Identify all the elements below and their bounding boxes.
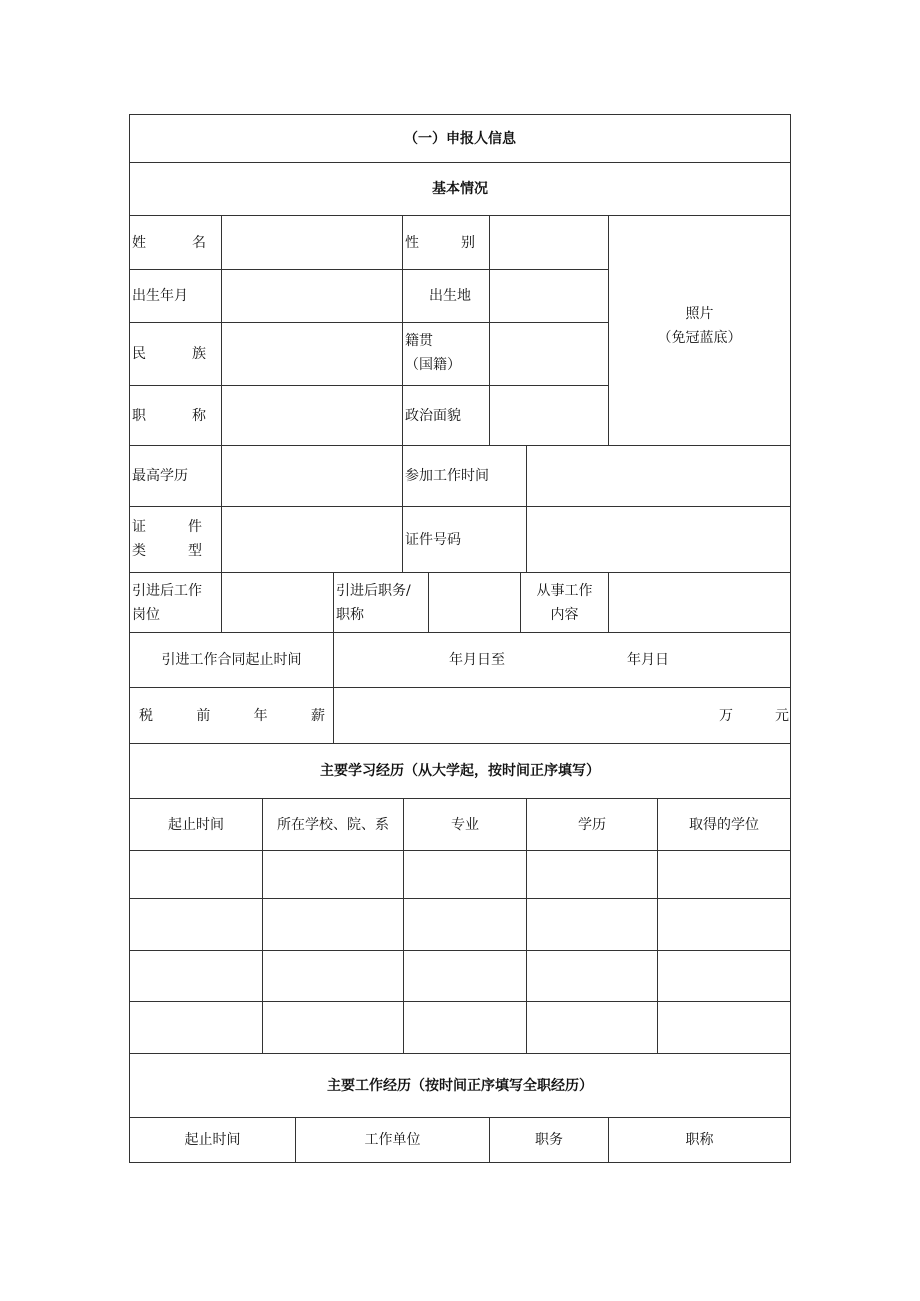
education-input[interactable] — [222, 446, 402, 506]
post-label-line: 引进后工作 — [132, 583, 202, 599]
political-input[interactable] — [490, 386, 608, 445]
photo-label: 照片 — [685, 306, 714, 322]
study-col-major: 专业 — [451, 816, 479, 833]
work-start-label: 参加工作时间 — [405, 468, 489, 484]
work-content-label-line: 从事工作 — [536, 583, 593, 599]
post-label-line: 岗位 — [132, 607, 160, 623]
native-place-label-line: 籍贯 — [405, 333, 433, 349]
native-place-label-line: （国籍） — [405, 357, 461, 373]
birthplace-input[interactable] — [490, 270, 608, 322]
study-col-period: 起止时间 — [168, 816, 224, 833]
native-place-label — [403, 328, 491, 378]
work-content-label-line: 内容 — [550, 607, 579, 623]
photo-box[interactable] — [609, 296, 790, 356]
name-input[interactable] — [222, 216, 402, 269]
title-label — [130, 386, 210, 445]
salary-label — [139, 688, 325, 743]
work-heading: 主要工作经历（按时间正序填写全职经历） — [327, 1077, 593, 1094]
basic-info-heading: 基本情况 — [432, 181, 488, 197]
id-type-label — [132, 514, 204, 564]
rule — [790, 114, 791, 1163]
gender-label-part: 性 — [405, 234, 419, 251]
position-label-line: 职称 — [336, 607, 364, 623]
contract-to: 年月日 — [627, 652, 669, 668]
contract-from: 年月日至 — [449, 652, 505, 668]
salary-label-part: 税 — [139, 707, 153, 724]
salary-unit-part: 万 — [719, 707, 733, 724]
birth-date-input[interactable] — [222, 270, 402, 322]
title-label-part: 称 — [192, 407, 206, 424]
salary-unit-part: 元 — [775, 707, 789, 724]
salary-input[interactable] — [334, 688, 790, 743]
work-col-period: 起止时间 — [184, 1132, 241, 1148]
work-content-input[interactable] — [609, 573, 790, 632]
salary-label-part: 年 — [253, 707, 268, 724]
id-type-input[interactable] — [222, 507, 402, 572]
native-place-input[interactable] — [490, 323, 608, 385]
study-col-school: 所在学校、院、系 — [277, 816, 389, 833]
salary-label-part: 薪 — [310, 707, 325, 724]
contract-input[interactable] — [334, 633, 790, 687]
rule — [129, 1162, 791, 1163]
ethnicity-label-part: 族 — [192, 346, 206, 362]
gender-label — [403, 216, 481, 269]
study-heading: 主要学习经历（从大学起，按时间正序填写） — [320, 763, 600, 779]
id-number-input[interactable] — [527, 507, 790, 572]
post-input[interactable] — [222, 573, 333, 632]
political-label: 政治面貌 — [405, 407, 461, 424]
ethnicity-label — [130, 323, 210, 385]
name-label — [130, 216, 210, 269]
work-col-position: 职务 — [535, 1132, 563, 1148]
study-col-education: 学历 — [578, 816, 606, 833]
photo-note: （免冠蓝底） — [657, 330, 742, 346]
ethnicity-label-part: 民 — [132, 346, 146, 362]
section-title: （一）申报人信息 — [404, 130, 516, 147]
table-row[interactable] — [130, 1002, 790, 1053]
position-label-line: 引进后职务/ — [336, 583, 411, 599]
work-start-input[interactable] — [527, 446, 790, 506]
name-label-part: 姓 — [132, 234, 146, 251]
title-input[interactable] — [222, 386, 402, 445]
birth-date-label: 出生年月 — [132, 288, 188, 304]
id-number-label: 证件号码 — [405, 531, 461, 548]
gender-input[interactable] — [490, 216, 608, 269]
gender-label-part: 别 — [461, 234, 475, 251]
name-label-part: 名 — [192, 234, 206, 251]
table-row[interactable] — [130, 851, 790, 898]
work-col-title: 职称 — [685, 1132, 714, 1148]
id-type-label-part: 件 — [188, 519, 202, 535]
id-type-label-part: 证 — [132, 519, 146, 535]
position-label — [334, 578, 430, 628]
id-type-label-part: 类 — [132, 543, 146, 559]
post-label — [130, 578, 222, 628]
position-input[interactable] — [429, 573, 520, 632]
title-label-part: 职 — [132, 407, 146, 424]
birthplace-label: 出生地 — [429, 288, 471, 304]
table-row[interactable] — [130, 951, 790, 1001]
table-row[interactable] — [130, 899, 790, 950]
salary-label-part: 前 — [196, 707, 211, 724]
work-content-label — [521, 578, 608, 628]
contract-label: 引进工作合同起止时间 — [161, 652, 302, 668]
id-type-label-part: 型 — [188, 543, 202, 559]
education-label: 最高学历 — [132, 468, 188, 484]
work-col-employer: 工作单位 — [364, 1132, 421, 1148]
ethnicity-input[interactable] — [222, 323, 402, 385]
study-col-degree: 取得的学位 — [689, 816, 759, 833]
